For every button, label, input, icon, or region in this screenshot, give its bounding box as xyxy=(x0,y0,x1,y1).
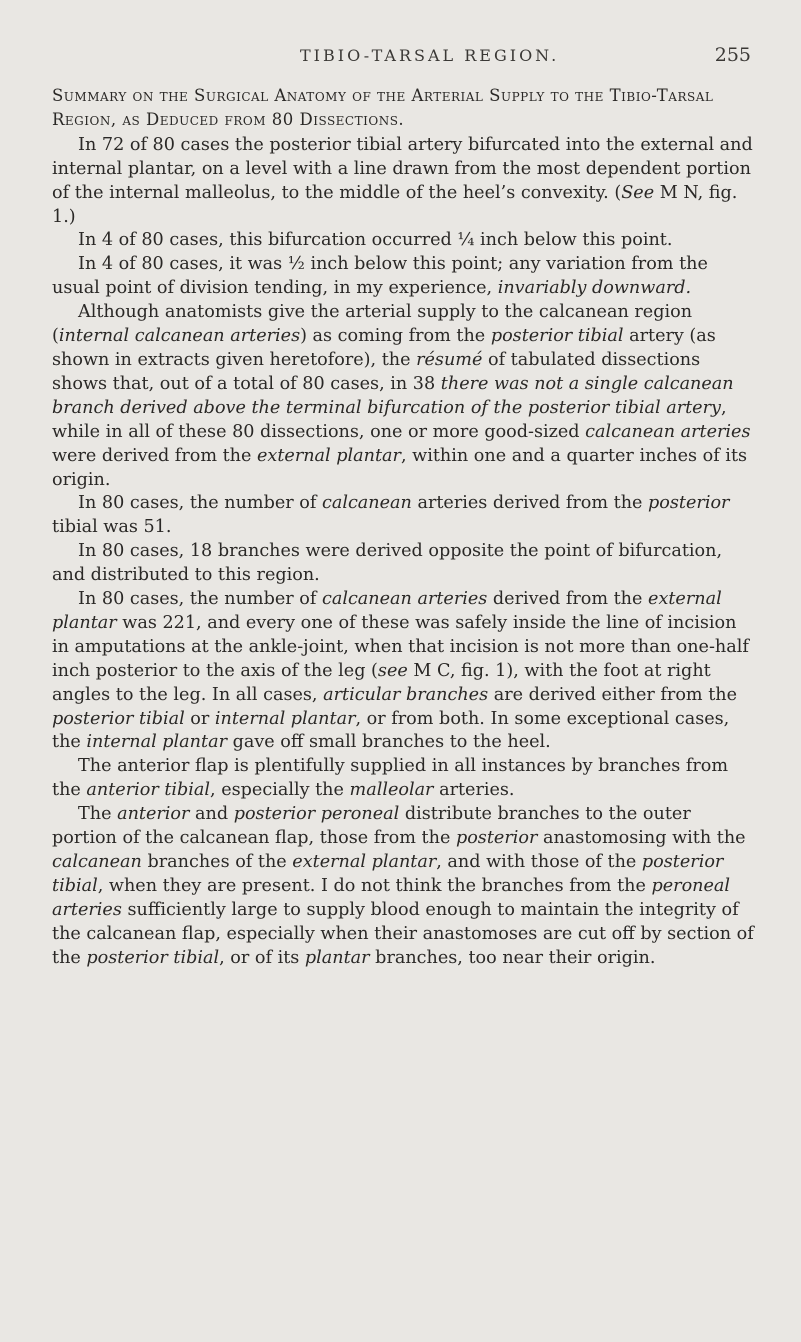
running-head xyxy=(0,46,801,70)
italic-run: posterior peroneal xyxy=(233,804,400,825)
text-run: , within one and a quarter inches of its origin. xyxy=(52,445,748,490)
italic-run: posterior xyxy=(455,828,538,849)
italic-run: external plantar xyxy=(292,852,437,872)
text-run: In 80 cases, 18 branches were derived opposite the point of bifurcation, and distributed to this region. xyxy=(52,541,723,586)
body-text xyxy=(52,84,754,971)
italic-run: calcanean xyxy=(52,852,142,872)
text-run: anastomosing with the xyxy=(537,828,746,849)
text-run: tibial was 51. xyxy=(52,517,172,538)
italic-run: anterior tibial xyxy=(86,780,211,801)
paragraph xyxy=(52,134,754,230)
italic-run: external plantar xyxy=(257,445,401,466)
text-run: derived from the xyxy=(487,589,649,610)
italic-run: posterior tibial xyxy=(86,947,220,968)
italic-run: external plantar xyxy=(52,589,722,633)
text-run: or xyxy=(184,708,215,729)
text-run: gave off small branches to the heel. xyxy=(226,732,551,753)
text-run: are derived either from the xyxy=(488,684,738,705)
text-run: arteries. xyxy=(433,780,515,801)
italic-run: internal calcanean arteries xyxy=(58,326,301,347)
italic-run: posterior tibial xyxy=(52,708,185,729)
italic-run: See xyxy=(621,182,655,203)
text-run: The anterior flap is plentifully supplied in all instances by branches from the xyxy=(52,756,729,801)
italic-run: articular branches xyxy=(323,684,489,705)
italic-run: calcanean arteries xyxy=(585,421,751,442)
text-run: M C, fig. 1), with the foot at right angles to the leg. In all cases, xyxy=(52,660,711,705)
text-run: , or of its xyxy=(219,947,305,968)
text-run: In 80 cases, the number of xyxy=(78,589,322,610)
text-run: branches, too near their origin. xyxy=(369,947,656,968)
italic-run: internal plantar xyxy=(86,732,227,753)
paragraph xyxy=(52,253,754,301)
text-run: sufficiently large to supply blood enough to maintain the integrity of the calcanean flap, especially when their anastomoses are cut off by section of the xyxy=(52,899,754,968)
italic-run: plantar xyxy=(304,947,370,968)
summary-heading: Summary on the Surgical Anatomy of the Arterial Supply to the Tibio-Tarsal Region, as Deduced from 80 Dissections. xyxy=(52,86,714,129)
text-run: artery (as shown in extracts given heretofore), the xyxy=(52,326,716,370)
text-run: In 72 of 80 cases the posterior tibial artery bifurcated into the external and internal plantar, on a level with a line drawn from the most dependent portion of the internal malleolus, to the middle of the heel’s convexity. ( xyxy=(52,134,753,203)
text-run: of tabulated dissections shows that, out of a total of 80 cases, in 38 xyxy=(52,349,701,394)
text-run: were derived from the xyxy=(52,445,257,466)
text-run: , when they are present. I do not think the branches from the xyxy=(97,875,652,896)
italic-run: posterior xyxy=(648,493,730,514)
paragraph xyxy=(52,301,754,492)
paragraph xyxy=(52,492,754,540)
paragraph xyxy=(52,588,754,755)
text-run: and xyxy=(189,804,234,825)
italic-run: posterior tibial xyxy=(490,326,624,347)
text-run: M N, fig. 1.) xyxy=(52,182,738,227)
running-title: TIBIO-TARSAL REGION. xyxy=(300,46,560,65)
italic-run: posterior tibial xyxy=(52,852,724,896)
text-run: , or from both. In some exceptional cases, the xyxy=(52,708,730,753)
text-run: branches of the xyxy=(141,852,293,872)
text-run: ) as coming from the xyxy=(300,326,491,347)
text-run: , especially the xyxy=(210,780,350,801)
text-run: In 4 of 80 cases, this bifurcation occurred ¼ inch below this point. xyxy=(78,230,673,251)
italic-run: there was not a single calcanean branch derived above the terminal bifurcation of the posterior tibial artery xyxy=(52,373,734,418)
italic-run: résumé xyxy=(416,349,483,370)
italic-run: peroneal arteries xyxy=(52,875,731,920)
page-number: 255 xyxy=(714,44,751,66)
italic-run: calcanean xyxy=(321,493,412,514)
text-run: arteries derived from the xyxy=(411,493,649,514)
italic-run: calcanean arteries xyxy=(321,589,488,610)
italic-run: invariably downward. xyxy=(497,278,692,299)
paragraph xyxy=(52,229,754,253)
paragraph xyxy=(52,755,754,803)
text-run: was 221, and every one of these was safely inside the line of incision in amputations at the ankle-joint, when that incision is not more than one-half inch posterior to the axis of the leg ( xyxy=(52,612,749,681)
italic-run: internal plantar xyxy=(214,708,356,729)
text-run: , and with those of the xyxy=(436,852,642,872)
text-run: In 4 of 80 cases, it was ½ inch below this point; any variation from the usual point of division tending, in my experience, xyxy=(52,254,708,299)
text-run: The xyxy=(78,804,118,825)
italic-run: anterior xyxy=(117,804,190,825)
text-run: In 80 cases, the number of xyxy=(78,493,322,514)
text-run: Although anatomists give the arterial supply to the calcanean region ( xyxy=(52,302,693,347)
paragraph xyxy=(52,803,754,970)
italic-run: see xyxy=(377,660,408,681)
text-run: distribute branches to the outer portion of the calcanean flap, those from the xyxy=(52,804,691,849)
text-run: , while in all of these 80 dissections, one or more good-sized xyxy=(52,397,727,442)
paragraph xyxy=(52,540,754,588)
italic-run: malleolar xyxy=(349,780,434,801)
